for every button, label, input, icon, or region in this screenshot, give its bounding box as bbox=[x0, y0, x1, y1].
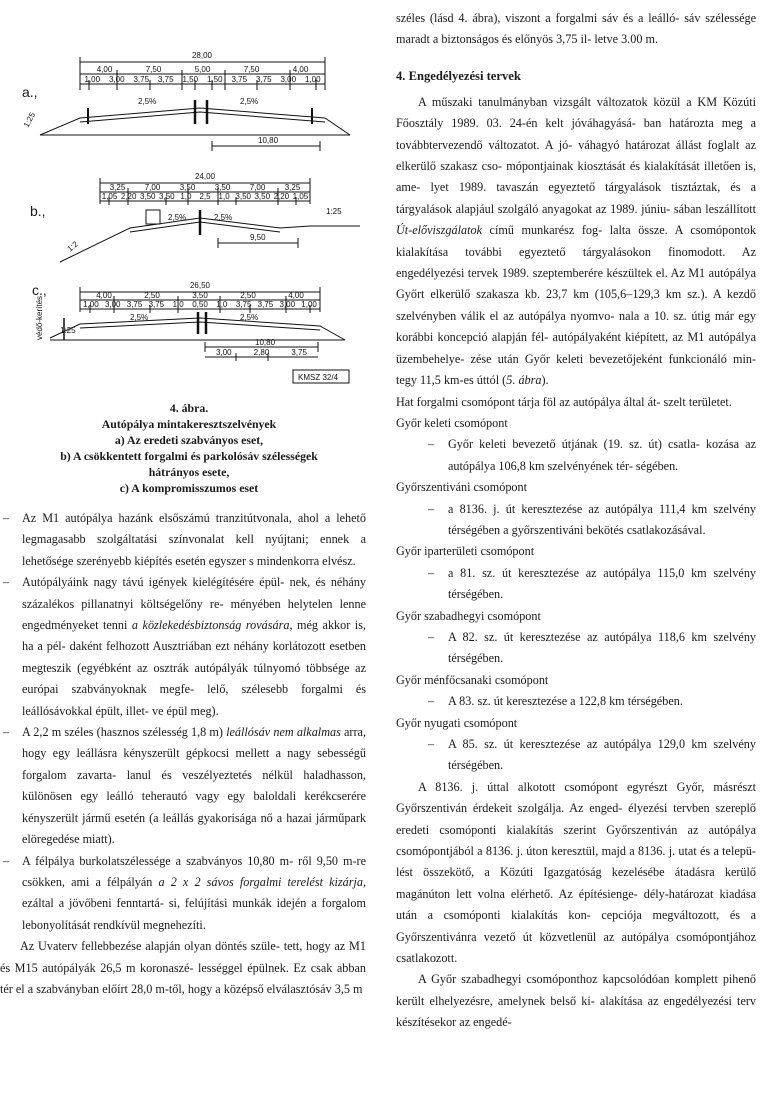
bullet-3: – A 2,2 m széles (hasznos szélesség 1,8 m) leállósáv nem alkalmas arra, hogy egy leállásra kényszerült gépkocsi mellett a nagy sebességű forgalom zavarta- lanul és veszélyeztetés nélkül haladhasson, különösen egy leálló teherautó vagy egy baloldali kerékcserére kényszerült jármű esetén (a leállás gyakorisága nő a hazai járműpark elöregedése miatt). bbox=[3, 725, 367, 847]
dim-a-row3: 3,00 bbox=[108, 75, 125, 84]
slope-b-right: 2,5% bbox=[214, 213, 233, 222]
junction-description: – A 83. sz. út keresztezése a 122,8 km térségében. bbox=[428, 694, 683, 709]
paragraph-uvaterv: Az Uvaterv fellebbezése alapján olyan döntés szüle- tett, hogy az M1 és M15 autópályák 26,5 m koronaszé- lességgel épülnek. Ez csak abban tér el a szabványban előírt 28,0 m-től, hogy a középső elválasztósáv 3,5 m bbox=[0, 939, 366, 996]
junction-description: – a 81. sz. út keresztezése az autópálya 115,0 km szelvény térségében. bbox=[428, 565, 757, 602]
dim-c-row3: 3,00 bbox=[279, 300, 296, 309]
dim-c-row3: 0,50 bbox=[192, 300, 208, 309]
caption-b2: hátrányos esete, bbox=[148, 465, 230, 479]
dim-a-row3: 3,75 bbox=[157, 75, 174, 84]
dim-a-row2: 4,00 bbox=[292, 65, 309, 74]
dim-c-row3: 1,0 bbox=[216, 300, 228, 309]
paragraph-continuation: széles (lásd 4. ábra), viszont a forgalmi sáv és a leálló- sáv szélessége maradt a biztonságos és előnyös 3,75 il- letve 3.00 m. bbox=[396, 11, 756, 47]
caption-a: a) Az eredeti szabványos eset, bbox=[114, 433, 264, 447]
dim-a-row3: 3,75 bbox=[255, 75, 272, 84]
bullet-2: – Autópályáink nagy távú igények kielégítésére épül- nek, és néhány százalékos pillanatnyi költségelőny re- ményében helytelen lenne engedményeket tenni a közlekedésbiztonság rovására, még akkor is, ha a pél- daként felhozott Ausztriában ezt néhány korlátozott esetben megteszik (egyébként az osztrák autópályák túlnyomó többsége az európai szabványoknak megfe- lelő, szélesebb forgalmi és leállósávokkal épült, illet- ve épül meg). bbox=[3, 575, 367, 718]
side-slope-b-left: 1:2 bbox=[65, 239, 80, 254]
side-slope-a: 1:25 bbox=[21, 110, 38, 129]
side-slope-b-right: 1:25 bbox=[326, 207, 342, 216]
dim-c-row3: 3,75 bbox=[126, 300, 143, 309]
junction-name: Győr szabadhegyi csomópont bbox=[396, 608, 541, 623]
pavement-b: 9,50 bbox=[250, 233, 266, 242]
slope-a-right: 2,5% bbox=[240, 97, 259, 106]
dim-b-row3: 2,20 bbox=[120, 192, 137, 201]
caption-number: 4. ábra. bbox=[169, 401, 209, 415]
dim-c-row3: 3,75 bbox=[257, 300, 274, 309]
side-slope-c: 1:25 bbox=[60, 326, 76, 335]
dim-b-row3: 3,50 bbox=[139, 192, 156, 201]
dim-b-row3: 1,05 bbox=[101, 192, 118, 201]
junction-description: – A 82. sz. út keresztezése az autópálya 118,6 km szelvény térségében. bbox=[428, 629, 757, 666]
slope-a-left: 2,5% bbox=[138, 97, 157, 106]
figure-stamp: KMSZ 32/4 bbox=[298, 373, 339, 382]
junction-name: Győr keleti csomópont bbox=[396, 415, 508, 430]
bullet-4: – A félpálya burkolatszélessége a szabványos 10,80 m- ről 9,50 m-re csökken, ami a félpályán a 2 x 2 sávos forgalmi terelést kizárja, ezáltal a jövőbeni fenntartá- si, felújítási munkák idején a forgalom lebonyolítását rendkívül megnehezíti. bbox=[3, 853, 367, 932]
dim-a-row2: 7,50 bbox=[243, 65, 260, 74]
dim-c-bottom: 3,00 bbox=[216, 348, 232, 357]
dim-b-row3: 2,5 bbox=[199, 192, 211, 201]
dim-b-total: 24,00 bbox=[194, 172, 216, 181]
junction-description: – a 8136. j. út keresztezése az autópálya 111,4 km szelvény térségében a győrszentiváni bekötés csatlakozásával. bbox=[428, 501, 757, 537]
junction-name: Győrszentiváni csomópont bbox=[396, 480, 527, 495]
dim-b-row2: 3,50 bbox=[214, 183, 231, 192]
junction-name: Győr iparterületi csomópont bbox=[396, 544, 535, 559]
dim-b-row2: 7,00 bbox=[249, 183, 266, 192]
dim-b-row3: 1,0 bbox=[218, 192, 230, 201]
cross-section-figure bbox=[0, 0, 378, 400]
dim-a-row3: 3,75 bbox=[231, 75, 248, 84]
dim-b-row3: 1,05 bbox=[292, 192, 309, 201]
dim-c-row3: 1,00 bbox=[83, 300, 99, 309]
dim-c-row2: 2,50 bbox=[144, 291, 160, 300]
dim-c-row3: 1,00 bbox=[301, 300, 317, 309]
bullet-1: – Az M1 autópálya hazánk elsőszámú tranzitútvonala, ahol a lehető legmagasabb szolgáltatási színvonalat kell nyújtani; ennek a lehetősége szerényebb kiépítés esetén egyszer s mindenkorra elvész. bbox=[3, 511, 367, 568]
dim-b-row2: 3,25 bbox=[284, 183, 301, 192]
dim-c-row2: 4,00 bbox=[96, 291, 112, 300]
dim-c-row2: 3,50 bbox=[192, 291, 208, 300]
side-label-c: védő-kerítés bbox=[35, 295, 44, 340]
dim-b-row2: 3,25 bbox=[109, 183, 126, 192]
dim-c-row2: 2,50 bbox=[240, 291, 256, 300]
dim-a-row3: 1,00 bbox=[304, 75, 321, 84]
dim-c-row2: 4,00 bbox=[288, 291, 304, 300]
junction-name: Győr ménfőcsanaki csomópont bbox=[396, 672, 549, 687]
figure-label-b: b., bbox=[30, 203, 46, 219]
dim-a-row2: 7,50 bbox=[145, 65, 162, 74]
dim-a-row2: 4,00 bbox=[96, 65, 113, 74]
dim-a-total: 28,00 bbox=[191, 51, 213, 60]
dim-b-row2: 7,00 bbox=[144, 183, 161, 192]
dim-b-row3: 3,50 bbox=[159, 192, 175, 201]
figure-caption bbox=[0, 400, 378, 496]
pavement-a: 10,80 bbox=[258, 136, 279, 145]
dim-b-row3: 2,20 bbox=[273, 192, 290, 201]
dim-a-row2: 5,00 bbox=[194, 65, 211, 74]
slope-c-left: 2,5% bbox=[130, 313, 149, 322]
junction-description: – Győr keleti bevezető útjának (19. sz. út) csatla- kozása az autópálya 106,8 km szelvényének tér- ségében. bbox=[428, 437, 756, 473]
right-column bbox=[384, 0, 760, 1034]
dim-b-row3: 1,0 bbox=[180, 192, 192, 201]
left-column bbox=[0, 0, 378, 1000]
dim-c-bottom: 3,75 bbox=[291, 348, 307, 357]
dim-c-row3: 3,75 bbox=[148, 300, 165, 309]
caption-b1: b) A csökkentett forgalmi és parkolósáv szélességek bbox=[60, 449, 318, 463]
left-body bbox=[0, 508, 378, 1000]
dim-b-row3: 3,50 bbox=[254, 192, 271, 201]
dim-b-row3: 3,50 bbox=[235, 192, 251, 201]
dim-c-row3: 1,0 bbox=[172, 300, 184, 309]
dim-c-row3: 3,00 bbox=[104, 300, 121, 309]
dim-a-row3: 3,75 bbox=[133, 75, 150, 84]
dim-a-row3: 1,00 bbox=[84, 75, 101, 84]
junction-list bbox=[384, 413, 760, 777]
dim-c-bottom: 2,80 bbox=[253, 348, 270, 357]
dim-a-row3: 3,00 bbox=[280, 75, 297, 84]
caption-title: Autópálya mintakeresztszelvények bbox=[101, 417, 277, 431]
dim-c-total: 26,50 bbox=[189, 281, 211, 290]
dim-a-row3: 1,50 bbox=[206, 75, 223, 84]
paragraph-csomopontok: Hat forgalmi csomópont tárja föl az autópálya által át- szelt területet. bbox=[396, 394, 732, 409]
paragraph-pihenő: A Győr szabadhegyi csomóponthoz kapcsolódóan komplett pihenő került elhelyezésre, amelynek belső ki- alakítása az engedélyezési terv készítésekor az engedé- bbox=[396, 972, 757, 1030]
caption-c: c) A kompromisszumos eset bbox=[119, 481, 259, 495]
paragraph-engedelyezesi: A műszaki tanulmányban vizsgált változatok közül a KM Közúti Főosztály 1989. 03. 24-én kelt jóváhagyásá- ban határozta meg a továbbtervezendő változatot. A jó- váhagyó határozat állást foglalt az elkerülő szakasz cso- mópontjainak kiosztását és kialakítását illetően is, ame- lyet 1989. tavaszán egyeztető tárgyalások tisztáztak, és a tárgyalások alapjául szolgáló anyagokat az 1989. júniu- sában leszállított Út-előviszgálatok című munkarész fog- lalta össze. A csomópontok kialakítása további egyeztető tárgyalásokon finomodott. Az engedélyezési tervek 1989. szeptemberére készültek el. Az M1 autópálya Győrt elkerülő szakasza kb. 23,7 km (105,6–129,3 km sz.). A kezdő szelvényben válik el az autópálya nyomvo- nala a 10. sz. útig már egy korábbi koncepció alapján fél- autópályaként kiépített, az M1 autópálya üzembehelye- zése után Győr keleti bevezetőjeként funkcionáló min- tegy 11,5 km-es úttól (5. ábra). bbox=[396, 94, 757, 388]
dim-a-row3: 1,50 bbox=[182, 75, 199, 84]
paragraph-8136: A 8136. j. úttal alkotott csomópont egyrészt Győr, másrészt Győrszentiván érdekeit szolgálja. Az enged- élyezési tervben szereplő eredeti csomóponti kialakítás szerint Győrszentiván az autópálya csomópontjából a 8136. j. úton keresztül, majd a 8136. j. utat és a telepü- lést összekötő, a Közúti Igazgatóság kezelésébe átadásra kerülő magánúton lett volna elérhető. Az építésienge- dély-határozat kiadása után a csomóponti kialakítás kon- cepciója megváltozott, és a Győrszentivánra vezető út közvetlenül az autópálya csomópontjához csatlakozott. bbox=[396, 779, 757, 966]
slope-b-left: 2,5% bbox=[168, 213, 187, 222]
cross-section-drawings bbox=[0, 0, 378, 400]
figure-label-a: a., bbox=[22, 84, 38, 100]
junction-name: Győr nyugati csomópont bbox=[396, 715, 518, 730]
pavement-c: 10,80 bbox=[255, 338, 276, 347]
figure-label-c: c., bbox=[32, 282, 47, 298]
section-heading: 4. Engedélyezési tervek bbox=[396, 68, 521, 83]
dim-c-row3: 3,75 bbox=[235, 300, 252, 309]
slope-c-right: 2,5% bbox=[240, 313, 259, 322]
dim-b-row2: 3,50 bbox=[179, 183, 196, 192]
junction-description: – A 85. sz. út keresztezése az autópálya 129,0 km szelvény térségében. bbox=[428, 737, 756, 773]
